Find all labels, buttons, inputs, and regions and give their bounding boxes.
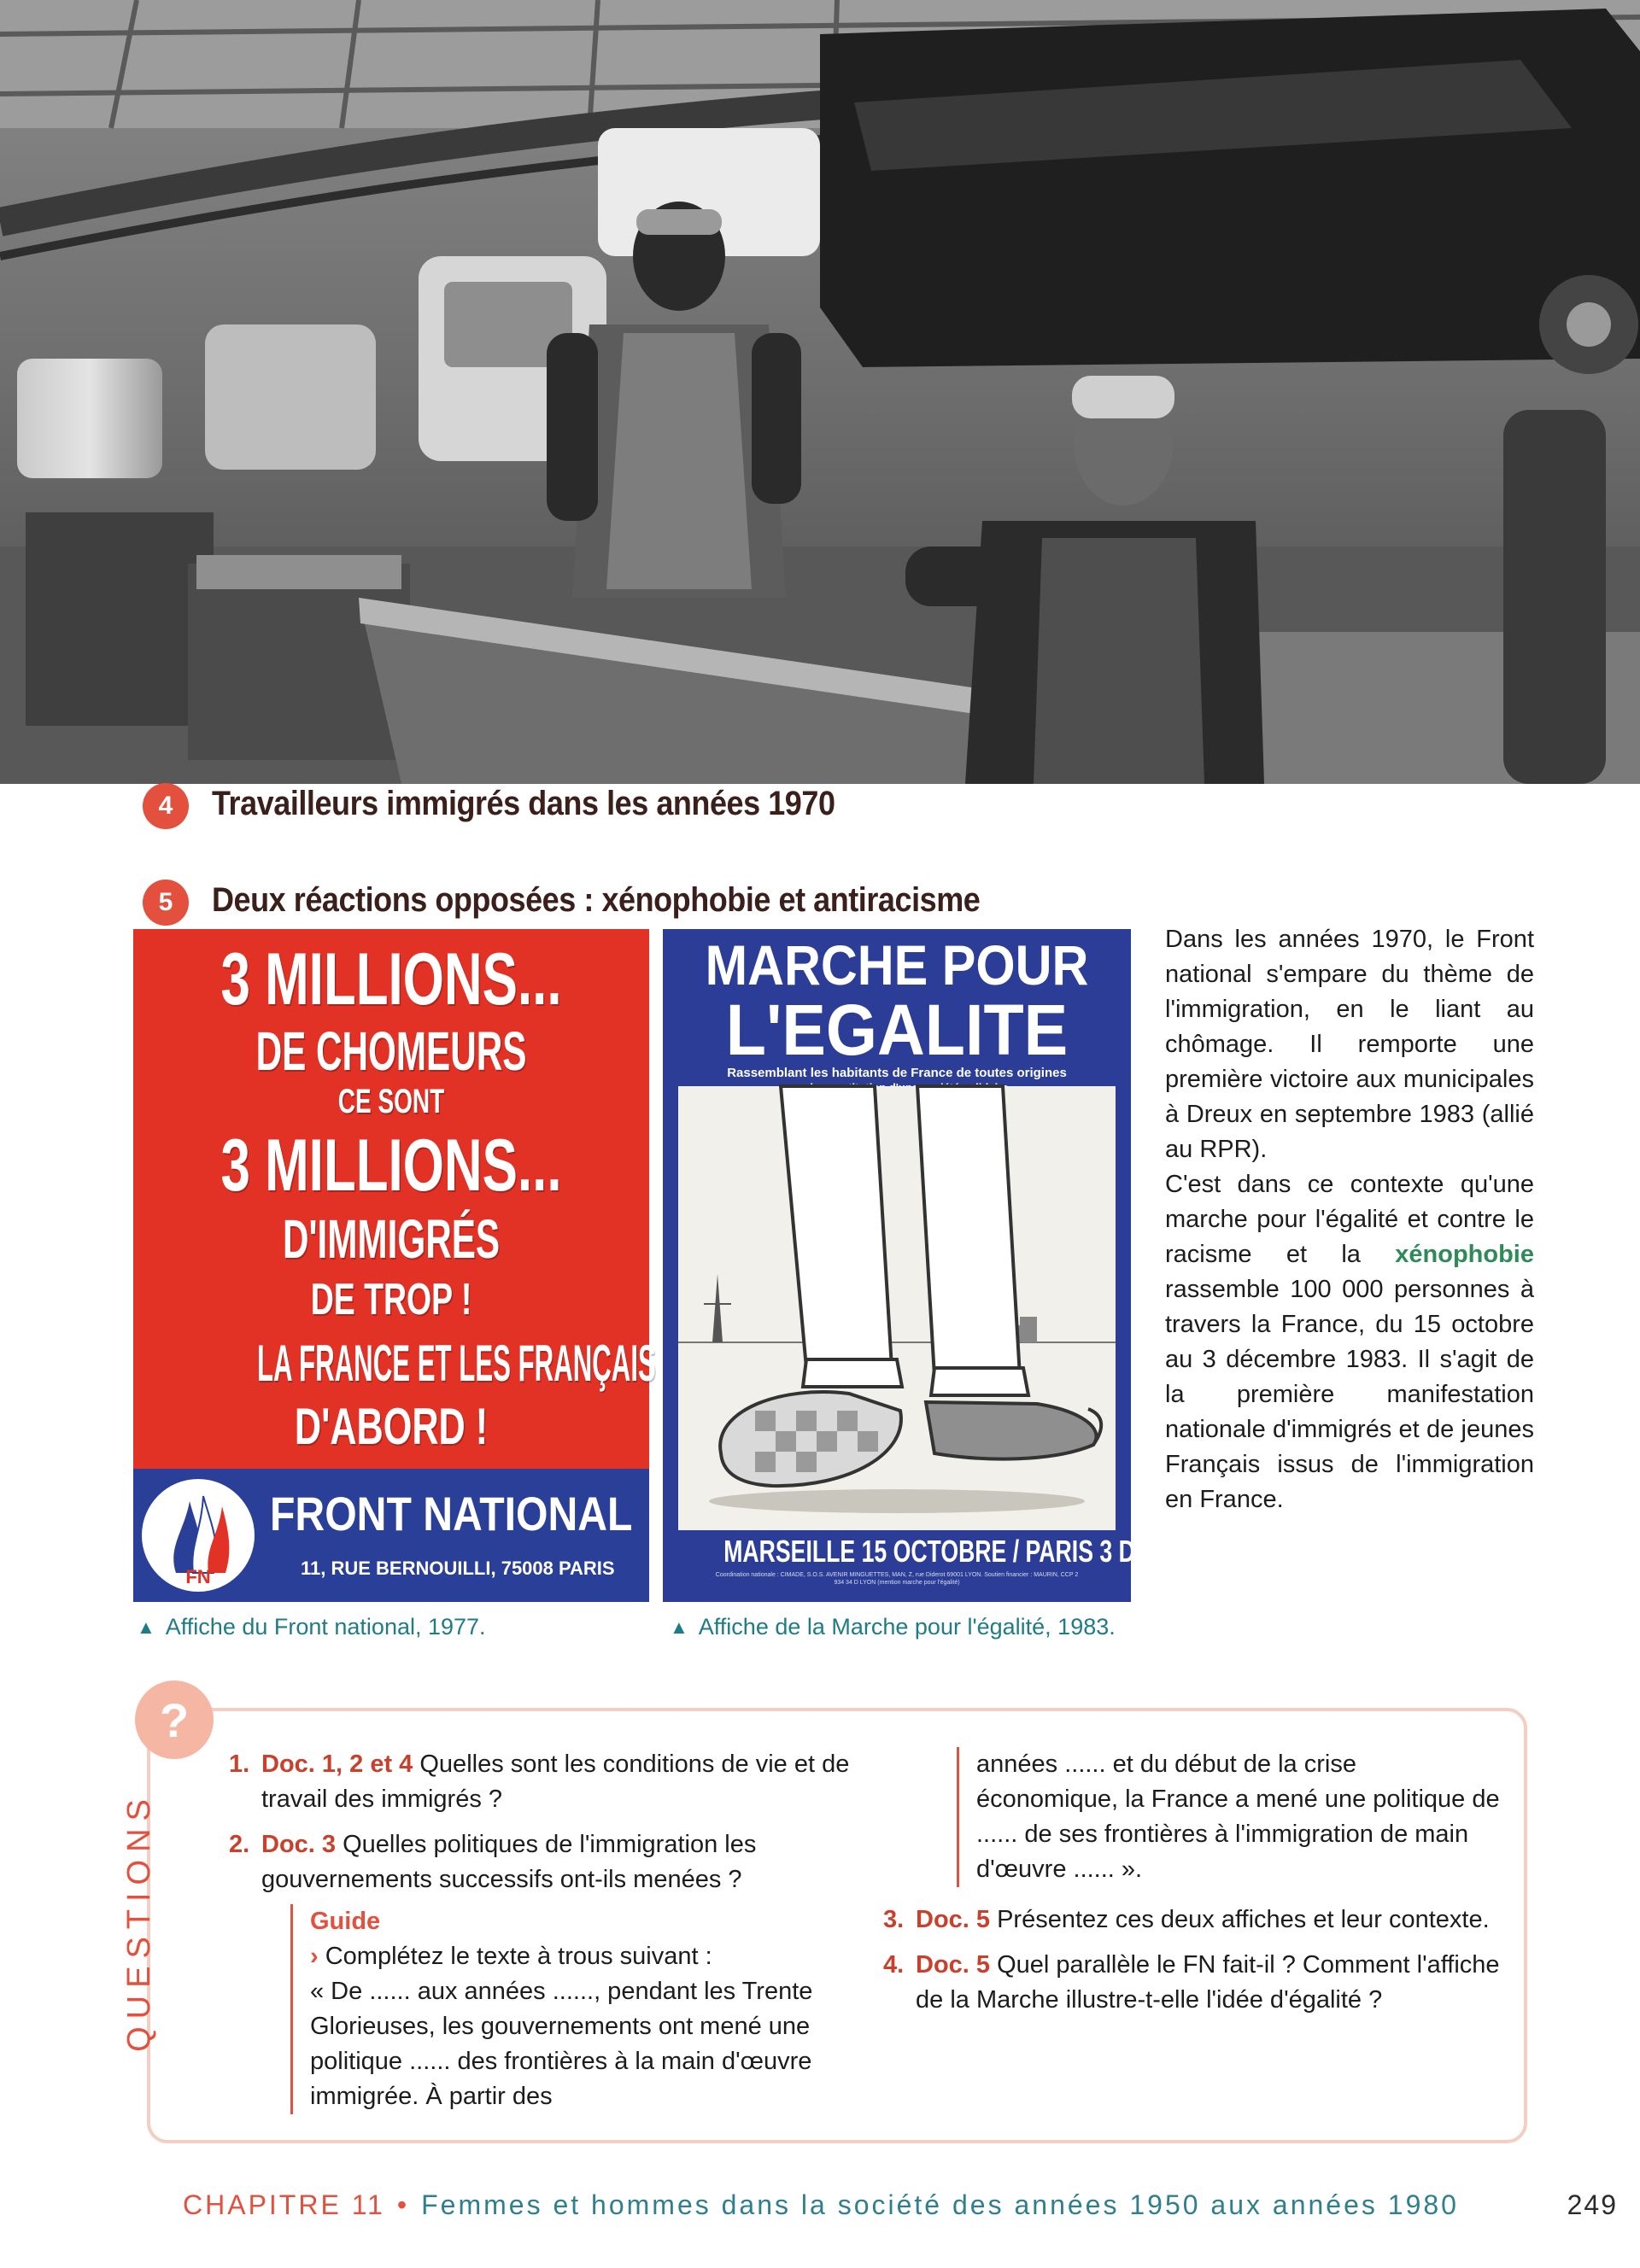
factory-photo <box>0 0 1640 784</box>
page-footer <box>183 2186 1618 2224</box>
fn-poster-footer <box>133 1469 649 1602</box>
question-2-number: 2. <box>229 1831 250 1858</box>
fn-flame-logo <box>142 1479 255 1592</box>
question-2-text: Quelles politiques de l'immigration les gouvernements successifs ont-ils menées ? <box>261 1831 757 1893</box>
marche-fine-print: Coordination nationale : CIMADE, S.O.S. AVENIR MINGUETTES, MAN, Z, rue Diderot 69001 LYON. Soutien financier : MAURIN, CCP 2 934 34 D LYON (mention marche pour l'égalité) <box>715 1572 1079 1586</box>
question-4-number: 4. <box>883 1951 905 1979</box>
question-4 <box>883 1948 1503 2018</box>
context-paragraph <box>1165 922 1534 1517</box>
footer-chapter-title: Femmes et hommes dans la société des années 1950 aux années 1980 <box>421 2189 1459 2220</box>
doc-5-badge: 5 <box>143 880 189 926</box>
caption-triangle-icon: ▲ <box>137 1616 155 1638</box>
fn-address: 11, RUE BERNOUILLI, 75008 PARIS <box>301 1558 615 1579</box>
guide-block <box>290 1904 858 2114</box>
context-p2-start: C'est dans ce contexte qu'une marche pour l'égalité et contre le racisme et la <box>1165 1171 1534 1268</box>
context-paragraph-2 <box>1165 1167 1534 1517</box>
fn-party-name: FRONT NATIONAL <box>270 1487 633 1540</box>
fn-caption-text: Affiche du Front national, 1977. <box>165 1614 486 1640</box>
guide-cloze-text-part-1: « De ...... aux années ......, pendant les Trente Glorieuses, les gouvernements ont mené une politique ...... des frontières à la main d'œuvre immigrée. À partir des <box>310 1978 813 2110</box>
guide-instruction-text: Complétez le texte à trous suivant : <box>325 1943 712 1970</box>
chevron-right-icon: › <box>310 1943 319 1970</box>
guide-title: Guide <box>310 1908 381 1935</box>
doc-5-title: Deux réactions opposées : xénophobie et antiracisme <box>212 881 981 919</box>
caption-triangle-icon: ▲ <box>670 1616 688 1638</box>
doc-4-title: Travailleurs immigrés dans les années 1970 <box>212 785 835 822</box>
footer-separator: • <box>396 2189 410 2220</box>
doc-4-badge: 4 <box>143 783 189 829</box>
marche-illustration <box>678 1086 1116 1530</box>
question-1-text: Quelles sont les conditions de vie et de travail des immigrés ? <box>261 1751 850 1813</box>
marche-egalite-poster <box>663 929 1250 1602</box>
fn-poster-line-5: D'IMMIGRÉS <box>282 1208 501 1270</box>
question-3-text: Présentez ces deux affiches et leur contexte. <box>997 1906 1490 1933</box>
guide-instruction <box>310 1939 858 1974</box>
marche-title-line-1: MARCHE POUR <box>705 933 1089 997</box>
fn-poster-line-4: 3 MILLIONS... <box>220 1125 562 1207</box>
fn-poster-line-2: DE CHOMEURS <box>255 1020 527 1082</box>
keyword-xenophobie: xénophobie <box>1395 1241 1534 1268</box>
marche-title-line-2: L'EGALITE <box>725 990 1069 1070</box>
question-1-doc-ref: Doc. 1, 2 et 4 <box>261 1751 413 1778</box>
fn-poster-line-7: LA FRANCE ET LES FRANÇAIS <box>256 1335 656 1392</box>
fn-poster-line-1: 3 MILLIONS... <box>220 938 562 1020</box>
question-mark-badge: ? <box>135 1681 214 1759</box>
context-paragraph-1: Dans les années 1970, le Front national s'empare du thème de l'immigration, en le liant au chômage. Il remporte une première victoire aux municipales à Dreux en septembre 1983 (allié au RPR). <box>1165 926 1534 1163</box>
question-2 <box>229 1827 858 1897</box>
guide-cloze-text-part-2: années ...... et du début de la crise économique, la France a mené une politique de ...... de ses frontières à l'immigration de main d'œuvre ...... ». <box>957 1747 1503 1887</box>
fn-poster-line-3: CE SONT <box>337 1083 445 1120</box>
fn-poster-line-8: D'ABORD ! <box>294 1398 489 1455</box>
question-4-text: Quel parallèle le FN fait-il ? Comment l'affiche de la Marche illustre-t-elle l'idée d'égalité ? <box>916 1951 1500 2014</box>
question-3-doc-ref: Doc. 5 <box>916 1906 991 1933</box>
context-p2-end: rassemble 100 000 personnes à travers la France, du 15 octobre au 3 décembre 1983. Il s'agit de la première manifestation nationale d'immigrés et de jeunes Français issus de l'immigration en France. <box>1165 1276 1534 1513</box>
fn-logo-text: FN <box>185 1566 211 1587</box>
fn-poster-line-6: DE TROP ! <box>310 1275 472 1324</box>
question-2-doc-ref: Doc. 3 <box>261 1831 337 1858</box>
questions-vertical-label <box>102 1773 176 2070</box>
front-national-poster <box>133 929 656 1602</box>
marche-subtitle-line-1: Rassemblant les habitants de France de toutes origines <box>727 1066 1067 1080</box>
page-number: 249 <box>1567 2189 1618 2220</box>
question-1 <box>229 1747 858 1817</box>
question-1-number: 1. <box>229 1751 250 1778</box>
question-3 <box>883 1903 1503 1938</box>
questions-label-text: QUESTIONS <box>120 1791 157 2052</box>
flame-icon <box>142 1479 255 1592</box>
marche-dates: MARSEILLE 15 OCTOBRE / PARIS 3 DECEMBRE <box>723 1534 1250 1569</box>
questions-right-column <box>883 1747 1503 2028</box>
question-3-number: 3. <box>883 1906 905 1933</box>
fn-poster-caption <box>137 1614 486 1640</box>
marche-caption-text: Affiche de la Marche pour l'égalité, 1983. <box>698 1614 1116 1640</box>
marche-poster-caption <box>670 1614 1116 1640</box>
factory-photo-illustration <box>0 0 1640 784</box>
question-4-doc-ref: Doc. 5 <box>916 1951 991 1979</box>
questions-left-column <box>229 1747 858 2114</box>
walking-legs-illustration <box>678 1086 1116 1530</box>
footer-chapter: CHAPITRE 11 <box>183 2189 385 2220</box>
